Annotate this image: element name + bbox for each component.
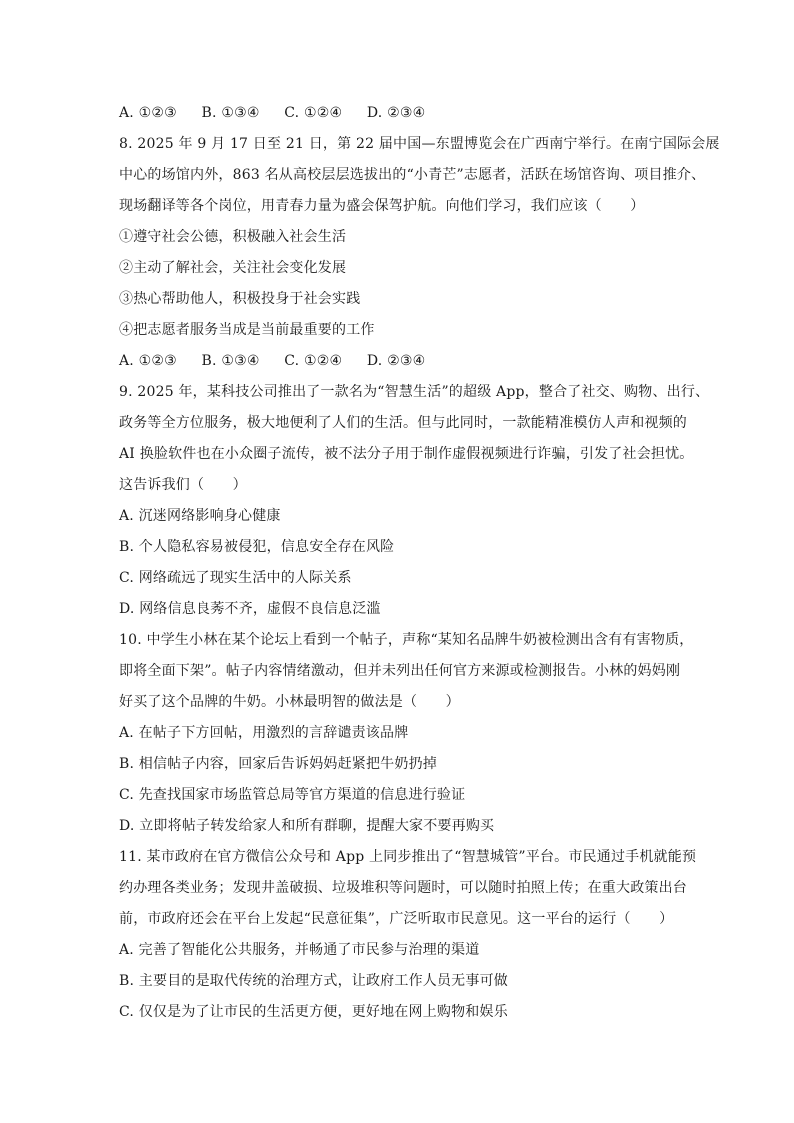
q8-option-d[interactable]: D. ②③④ xyxy=(366,353,426,369)
q8-options xyxy=(119,346,691,377)
q11-option-c[interactable]: C. 仅仅是为了让市民的生活更方便，更好地在网上购物和娱乐 xyxy=(119,1004,508,1020)
q9-stem-line-3: AI 换脸软件也在小众圈子流传，被不法分子用于制作虚假视频进行诈骗，引发了社会担忧。 xyxy=(119,446,694,462)
q10-option-c[interactable]: C. 先查找国家市场监管总局等官方渠道的信息进行验证 xyxy=(119,787,466,803)
q11-option-b[interactable]: B. 主要目的是取代传统的治理方式，让政府工作人员无事可做 xyxy=(119,973,508,989)
q10-option-a[interactable]: A. 在帖子下方回帖，用激烈的言辞谴责该品牌 xyxy=(119,725,409,741)
q10-stem-line-3: 好买了这个品牌的牛奶。小林最明智的做法是（ ） xyxy=(119,694,460,710)
q11-stem-line-2: 约办理各类业务；发现井盖破损、垃圾堆积等问题时，可以随时拍照上传；在重大政策出台 xyxy=(119,880,687,896)
q9-option-a[interactable]: A. 沉迷网络影响身心健康 xyxy=(119,508,281,524)
q8-stem-line-1: 8. 2025 年 9 月 17 日至 21 日，第 22 届中国—东盟博览会在广西南宁举行。在南宁国际会展 xyxy=(119,136,720,152)
q10-option-b[interactable]: B. 相信帖子内容，回家后告诉妈妈赶紧把牛奶扔掉 xyxy=(119,756,437,772)
q10-stem-line-1: 10. 中学生小林在某个论坛上看到一个帖子，声称“某知名品牌牛奶被检测出含有有害物质， xyxy=(119,632,694,648)
q9-option-d[interactable]: D. 网络信息良莠不齐，虚假不良信息泛滥 xyxy=(119,601,381,617)
q9-option-b[interactable]: B. 个人隐私容易被侵犯，信息安全存在风险 xyxy=(119,539,395,555)
q11-stem-line-1: 11. 某市政府在官方微信公众号和 App 上同步推出了“智慧城管”平台。市民通过手机就能预 xyxy=(119,849,697,865)
q8-statement-3: ③热心帮助他人，积极投身于社会实践 xyxy=(119,291,361,307)
q8-option-b[interactable]: B. ①③④ xyxy=(201,353,260,369)
q9-stem-line-4: 这告诉我们（ ） xyxy=(119,477,247,493)
q7-option-b[interactable]: B. ①③④ xyxy=(201,105,260,121)
q7-option-d[interactable]: D. ②③④ xyxy=(366,105,426,121)
q9-option-c[interactable]: C. 网络疏远了现实生活中的人际关系 xyxy=(119,570,352,586)
q7-option-a[interactable]: A. ①②③ xyxy=(119,105,177,121)
q8-statement-2: ②主动了解社会，关注社会变化发展 xyxy=(119,260,347,276)
q7-options xyxy=(119,98,691,129)
q9-stem-line-1: 9. 2025 年，某科技公司推出了一款名为“智慧生活”的超级 App，整合了社交、购物、出行、 xyxy=(119,384,710,400)
q10-option-d[interactable]: D. 立即将帖子转发给家人和所有群聊，提醒大家不要再购买 xyxy=(119,818,495,834)
q8-option-a[interactable]: A. ①②③ xyxy=(119,353,177,369)
q8-statement-1: ①遵守社会公德，积极融入社会生活 xyxy=(119,229,347,245)
q8-statement-4: ④把志愿者服务当成是当前最重要的工作 xyxy=(119,322,375,338)
q8-stem-line-2: 中心的场馆内外，863 名从高校层层选拔出的“小青芒”志愿者，活跃在场馆咨询、项目推介、 xyxy=(119,167,706,183)
q8-option-c[interactable]: C. ①②④ xyxy=(284,353,343,369)
q9-stem-line-2: 政务等全方位服务，极大地便利了人们的生活。但与此同时，一款能精准模仿人声和视频的 xyxy=(119,415,687,431)
exam-page xyxy=(119,98,720,1028)
q7-option-c[interactable]: C. ①②④ xyxy=(284,105,343,121)
q11-stem-line-3: 前，市政府还会在平台上发起“民意征集”，广泛听取市民意见。这一平台的运行（ ） xyxy=(119,911,674,927)
q8-stem-line-3: 现场翻译等各个岗位，用青春力量为盛会保驾护航。向他们学习，我们应该（ ） xyxy=(119,198,645,214)
q10-stem-line-2: 即将全面下架”。帖子内容情绪激动，但并未列出任何官方来源或检测报告。小林的妈妈刚 xyxy=(119,663,681,679)
q11-option-a[interactable]: A. 完善了智能化公共服务，并畅通了市民参与治理的渠道 xyxy=(119,942,480,958)
